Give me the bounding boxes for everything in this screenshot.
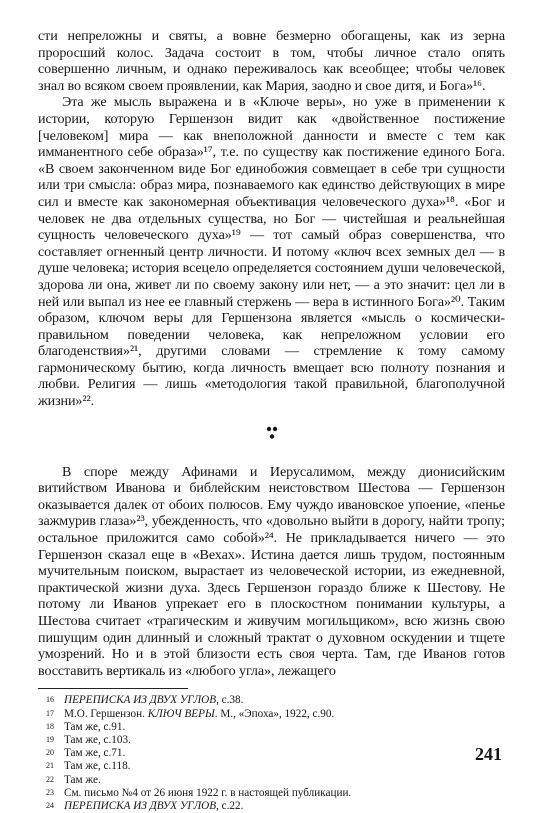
- footnote-19: 19 Там же, с.103.: [46, 733, 131, 746]
- page-body: [38, 28, 505, 813]
- section-break-ornament: [38, 426, 505, 446]
- footnote-divider: [38, 688, 188, 689]
- page-number: 241: [475, 744, 502, 764]
- paragraph-2: Эта же мысль выражена и в «Ключе веры», но уже в применении к истории, которую Гершензон видит как «двойственное постижение [человеком] мира — как внеположной данности и вместе с тем как имманентного себе образа»¹⁷, т.е. по существу как постижение единого Бога. «В своем законченном виде Бог единобожия совмещает в себе три сущности или три смысла: образ мира, познаваемого как единство действующих в мире сил и вместе как закономерная объективация человеческого духа»¹⁸. «Бог и человек не два отдельных существа, но Бог — чистейшая и реальнейшая сущность человеческого духа»¹⁹ — тот самый образ совершенства, что составляет огненный центр личности. И потому «ключ всех земных дел — в душе человека; история всецело определяется состоянием души человеческой, здорова ли она, живет ли по своему закону или нет, — а это значит: цел ли в ней или выпал из нее ее главный стержень — вера в истинного Бога»²⁰. Таким образом, ключом веры для Гершензона является «мысль о космически-правильном поведении человека, как непреложном условии его благоденствия»²¹, другими словами — стремление к тому самому гармоническому бытию, когда личность вмещает всю полноту познания и любви. Религия — лишь «методология такой правильной, благополучной жизни»²².: [38, 94, 505, 410]
- footnote-24: 24 ПЕРЕПИСКА ИЗ ДВУХ УГЛОВ, с.22.: [46, 800, 244, 812]
- footnote-18: 18 Там же, с.91.: [46, 720, 126, 733]
- footnote-16: 16 ПЕРЕПИСКА ИЗ ДВУХ УГЛОВ, с.38.: [46, 694, 244, 707]
- paragraph-3: В споре между Афинами и Иерусалимом, между дионисийским витийством Иванова и библейским неистовством Шестова — Гершензон оказывается далек от обоих полюсов. Ему чуждо ивановское упоение, «пенье зажмурив глаза»²³, убежденность, что «довольно выйти в дорогу, найти тропу; остальное приложится само собой»²⁴. Не прикладывается ничего — это Гершензон сказал еще в «Вехах». Истина дается лишь трудом, постоянным мучительным поиском, вырастает из человеческой истории, из ежедневной, практической жизни духа. Здесь Гершензон гораздо ближе к Шестову. Не потому ли Иванов упрекает его в плоскостном понимании культуры, а Шестова считает «трагическим и живучим могильщиком», всю жизнь свою пишущим один длинный и сложный трактат о духовном оскудении и тщете умозрений. Но и в этой близости есть своя черта. Там, где Иванов готов восставить вертикаль из «любого угла», лежащего: [38, 463, 505, 679]
- paragraph-1: сти непреложны и святы, а вовне безмерно обогащены, как из зерна проросший колос. Задача состоит в том, чтобы личное стало опять совершенно личным, и однако переживалось как всеобщее; чтобы человек знал во всяком своем проявлении, как Мария, заодно и свое дитя, и Бога»¹⁶.: [38, 28, 505, 94]
- footnote-21: 21 Там же, с.118.: [46, 760, 131, 773]
- footnotes: [38, 694, 505, 813]
- footnote-23: 23 См. письмо №4 от 26 июня 1922 г. в настоящей публикации.: [46, 786, 352, 799]
- footnote-20: 20 Там же, с.71.: [46, 747, 126, 760]
- footnote-22: 22 Там же.: [46, 773, 101, 786]
- footnote-17: 17 М.О. Гершензон. КЛЮЧ ВЕРЫ. М., «Эпоха», 1922, с.90.: [46, 707, 335, 720]
